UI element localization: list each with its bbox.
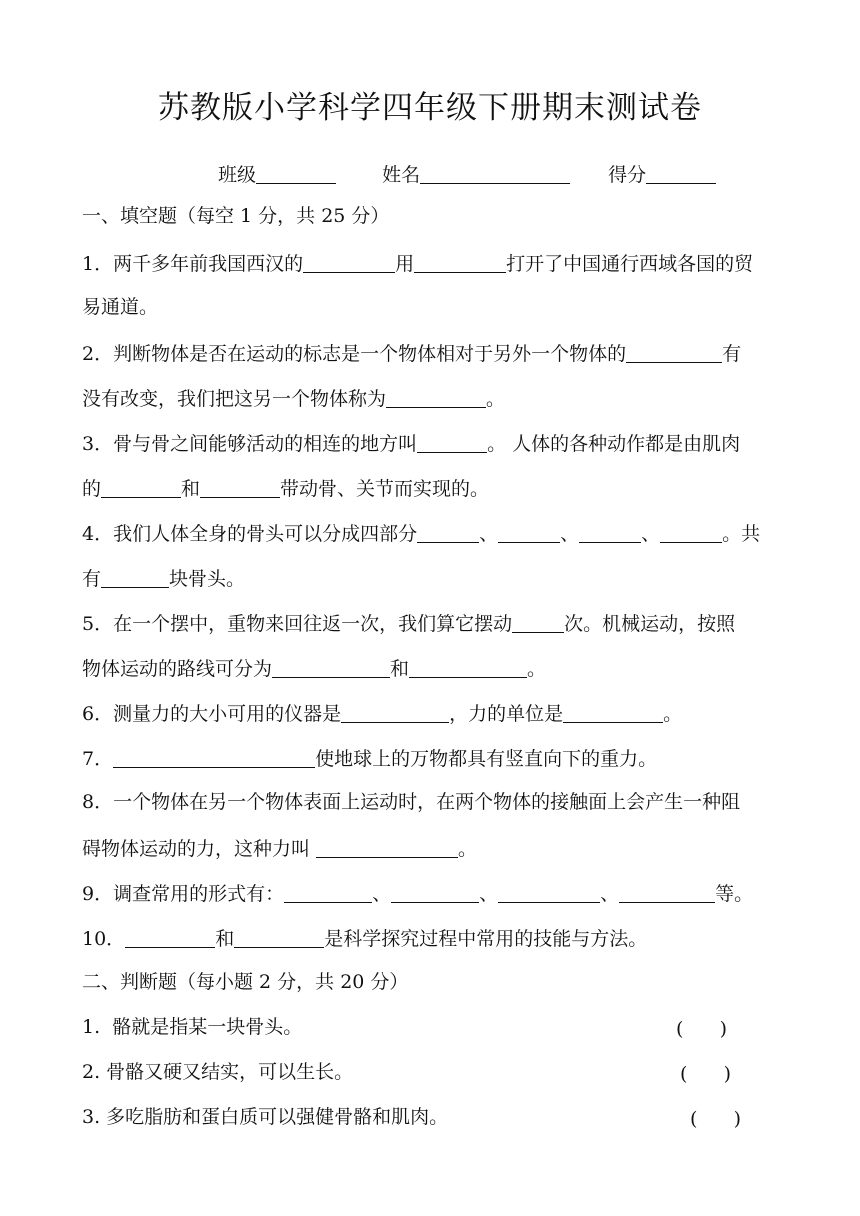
q1-text-b: 用	[395, 253, 415, 275]
q4-text-c: 有	[82, 568, 102, 590]
q9-blank-2[interactable]	[391, 883, 479, 903]
q4-blank-4[interactable]	[660, 523, 722, 543]
q8-text-b: 碍物体运动的力，这种力叫	[82, 838, 317, 860]
q9-blank-3[interactable]	[498, 883, 600, 903]
q2-text-b: 有	[722, 343, 742, 365]
q9-sep-1: 、	[372, 883, 392, 905]
class-blank[interactable]	[256, 164, 336, 184]
q2-text-d: 。	[486, 388, 506, 410]
q5-blank-1[interactable]	[512, 613, 564, 633]
question-7	[82, 748, 782, 769]
q6-text-a: 6．测量力的大小可用的仪器是	[82, 703, 342, 725]
q7-text-a: 7．	[82, 748, 114, 770]
q4-sep-3: 、	[641, 523, 661, 545]
question-5-line2	[82, 658, 782, 679]
q2-text-c: 没有改变，我们把这另一个物体称为	[82, 388, 387, 410]
q5-text-b: 次。机械运动，按照	[564, 613, 736, 635]
name-field	[382, 160, 570, 187]
q9-text-b: 等。	[715, 883, 754, 905]
q10-text-b: 和	[215, 928, 235, 950]
q7-blank-1[interactable]	[113, 748, 315, 768]
q3-blank-1[interactable]	[417, 433, 487, 453]
q3-text-b: 。 人体的各种动作都是由肌肉	[487, 433, 741, 455]
q5-blank-2[interactable]	[272, 658, 390, 678]
q4-text-d: 块骨头。	[169, 568, 246, 590]
q6-blank-1[interactable]	[341, 703, 449, 723]
q4-blank-3[interactable]	[579, 523, 641, 543]
question-2-line2	[82, 388, 782, 409]
question-4-line2	[82, 568, 782, 589]
q5-text-d: 和	[390, 658, 410, 680]
q9-blank-4[interactable]	[619, 883, 715, 903]
judge-item-3-answer[interactable]: ( )	[690, 1108, 742, 1130]
q4-sep-2: 、	[560, 523, 580, 545]
judge-item-2-text: 2. 骨骼又硬又结实，可以生长。	[82, 1061, 354, 1083]
question-1-line1	[82, 253, 782, 274]
q10-blank-1[interactable]	[125, 928, 215, 948]
q3-blank-2[interactable]	[101, 478, 181, 498]
q3-blank-3[interactable]	[200, 478, 280, 498]
judge-item-2-answer[interactable]: ( )	[680, 1063, 732, 1085]
q3-text-a: 3．骨与骨之间能够活动的相连的地方叫	[82, 433, 418, 455]
class-field	[218, 160, 336, 187]
q5-text-a: 5．在一个摆中，重物来回往返一次，我们算它摆动	[82, 613, 513, 635]
question-9	[82, 883, 782, 904]
q3-text-c: 的	[82, 478, 102, 500]
q1-blank-2[interactable]	[414, 253, 506, 273]
question-6	[82, 703, 782, 724]
q8-text-c: 。	[458, 838, 478, 860]
q2-blank-2[interactable]	[386, 388, 486, 408]
question-1-line2: 易通道。	[82, 296, 159, 318]
question-3-line1	[82, 433, 782, 454]
question-2-line1	[82, 343, 782, 364]
score-blank[interactable]	[646, 164, 716, 184]
section1-heading: 一、填空题（每空 1 分，共 25 分）	[82, 205, 390, 227]
q6-blank-2[interactable]	[563, 703, 663, 723]
q7-text-b: 使地球上的万物都具有竖直向下的重力。	[315, 748, 658, 770]
q6-text-b: ，力的单位是	[449, 703, 564, 725]
q9-blank-1[interactable]	[284, 883, 372, 903]
name-blank[interactable]	[420, 164, 570, 184]
q4-text-b: 。共	[722, 523, 761, 545]
section2-heading: 二、判断题（每小题 2 分，共 20 分）	[82, 971, 409, 993]
question-5-line1	[82, 613, 782, 634]
q1-text-c: 打开了中国通行西域各国的贸	[506, 253, 754, 275]
judge-item-1-answer[interactable]: ( )	[676, 1018, 728, 1040]
q10-blank-2[interactable]	[234, 928, 324, 948]
q8-blank-1[interactable]	[316, 838, 458, 858]
q10-text-c: 是科学探究过程中常用的技能与方法。	[324, 928, 648, 950]
student-info-row	[218, 160, 716, 187]
q1-blank-1[interactable]	[303, 253, 395, 273]
q3-text-d: 和	[181, 478, 201, 500]
question-8-line2	[82, 838, 782, 859]
question-8-line1: 8．一个物体在另一个物体表面上运动时，在两个物体的接触面上会产生一种阻	[82, 791, 741, 813]
q5-text-c: 物体运动的路线可分为	[82, 658, 273, 680]
score-field	[608, 160, 716, 187]
q4-blank-1[interactable]	[417, 523, 479, 543]
score-label: 得分	[608, 164, 647, 186]
judge-item-1-text: 1. 骼就是指某一块骨头。	[82, 1016, 303, 1038]
q5-text-e: 。	[527, 658, 547, 680]
q1-text-a: 1．两千多年前我国西汉的	[82, 253, 304, 275]
q9-text-a: 9．调查常用的形式有：	[82, 883, 285, 905]
question-4-line1	[82, 523, 782, 544]
q6-text-c: 。	[663, 703, 683, 725]
q4-text-a: 4．我们人体全身的骨头可以分成四部分	[82, 523, 418, 545]
q2-text-a: 2．判断物体是否在运动的标志是一个物体相对于另外一个物体的	[82, 343, 627, 365]
question-3-line2	[82, 478, 782, 499]
name-label: 姓名	[382, 164, 421, 186]
judge-item-3-text: 3. 多吃脂肪和蛋白质可以强健骨骼和肌肉。	[82, 1106, 449, 1128]
q9-sep-3: 、	[600, 883, 620, 905]
exam-title: 苏教版小学科学四年级下册期末测试卷	[158, 90, 702, 126]
question-10	[82, 928, 782, 949]
q4-sep-1: 、	[479, 523, 499, 545]
q2-blank-1[interactable]	[626, 343, 722, 363]
q9-sep-2: 、	[479, 883, 499, 905]
q3-text-e: 带动骨、关节而实现的。	[280, 478, 490, 500]
q4-blank-5[interactable]	[101, 568, 169, 588]
class-label: 班级	[218, 164, 257, 186]
q5-blank-3[interactable]	[409, 658, 527, 678]
q4-blank-2[interactable]	[498, 523, 560, 543]
q10-text-a: 10．	[82, 928, 126, 950]
